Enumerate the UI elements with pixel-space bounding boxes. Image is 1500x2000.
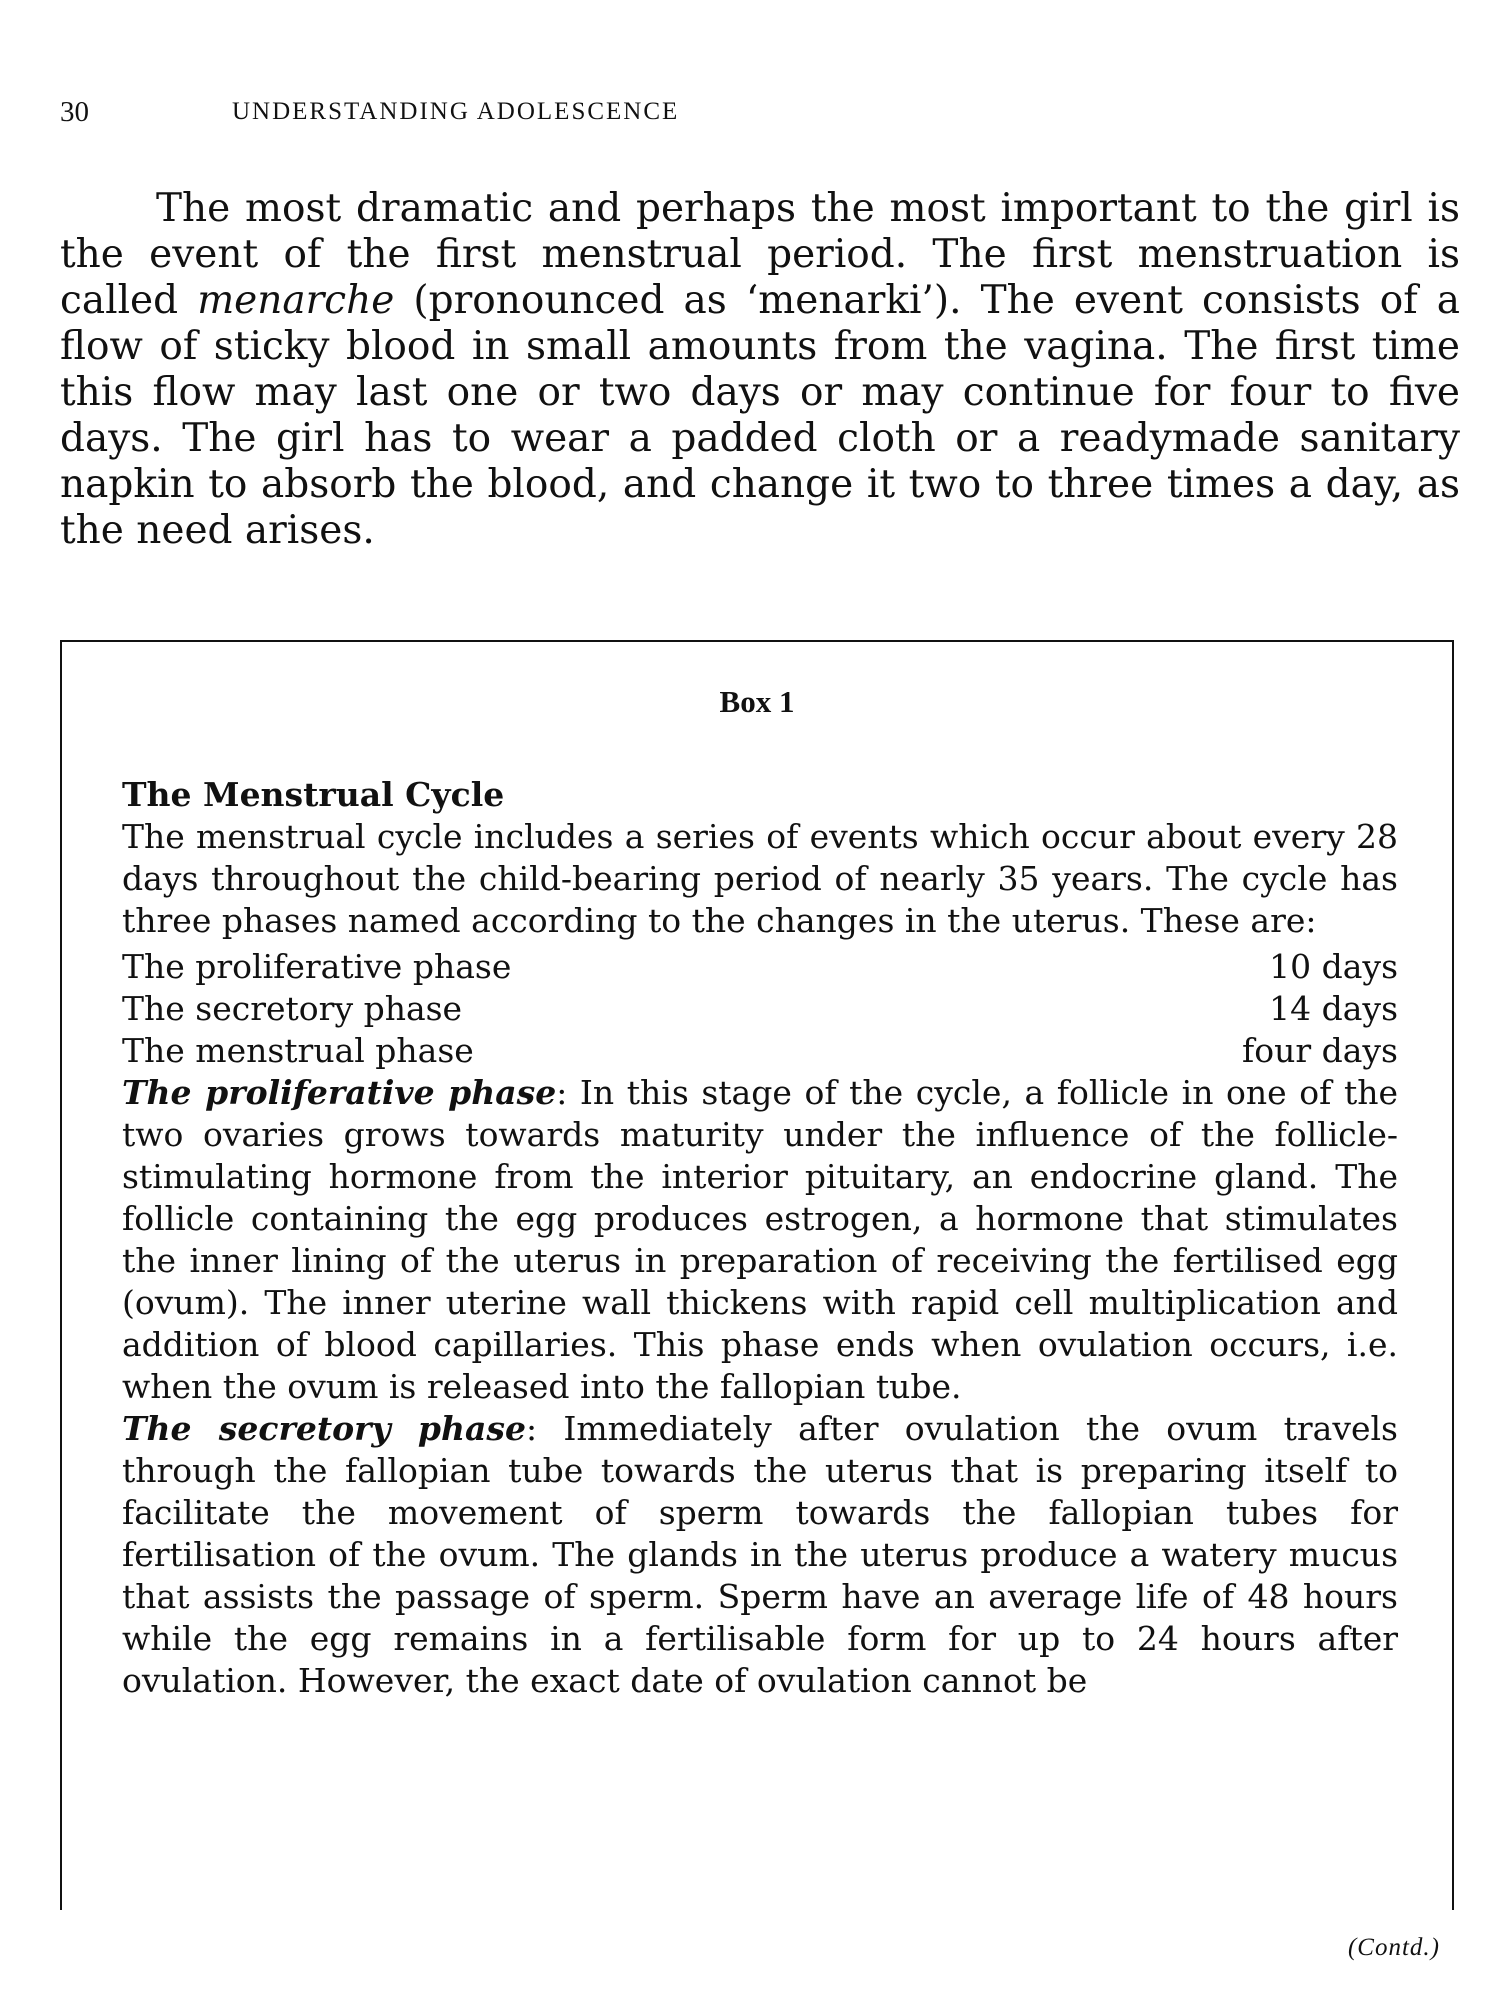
intro-term: menarche [197,278,395,323]
running-head: UNDERSTANDING ADOLESCENCE [232,98,680,125]
secretory-lead: The secretory phase [122,1409,526,1448]
box-body [122,774,1398,1702]
intro-text-after: (pronounced as ‘menarki’). The event consists of a flow of sticky blood in small amounts from the vagina. The first time this flow may last one or two days or may continue for four to five days. The girl has to wear a padded cloth or a readymade sanitary napkin to absorb the blood, and change it two to three times a day, as the need arises. [60,278,1460,553]
secretory-text: : Immediately after ovulation the ovum travels through the fallopian tube towards the uterus that is preparing itself to facilitate the movement of sperm towards the fallopian tubes for fertilisation of the ovum. The glands in the uterus produce a watery mucus that assists the passage of sperm. Sperm have an average life of 48 hours while the egg remains in a fertilisable form for up to 24 hours after ovulation. However, the exact date of ovulation cannot be [122,1409,1398,1700]
phase-duration: 10 days [1269,947,1398,986]
continued-note: (Contd.) [1347,1934,1440,1961]
phase-name: The proliferative phase [122,947,512,986]
box-intro: The menstrual cycle includes a series of events which occur about every 28 days throughout the child-bearing period of nearly 35 years. The cycle has three phases named according to the changes in the uterus. These are: [122,817,1398,940]
phase-name: The menstrual phase [122,1031,474,1070]
phase-duration: 14 days [1269,989,1398,1028]
box-heading: The Menstrual Cycle [122,775,505,814]
box-title: Box 1 [719,684,795,719]
page-number: 30 [60,96,89,128]
proliferative-text: : In this stage of the cycle, a follicle in one of the two ovaries grows towards maturity under the influence of the follicle-stimulating hormone from the interior pituitary, an endocrine gland. The follicle containing the egg produces estrogen, a hormone that stimulates the inner lining of the uterus in preparation of receiving the fertilised egg (ovum). The inner uterine wall thickens with rapid cell multiplication and addition of blood capillaries. This phase ends when ovulation occurs, i.e. when the ovum is released into the fallopian tube. [122,1073,1398,1406]
phase-row [122,1030,1398,1072]
box-1 [60,640,1454,1910]
phase-name: The secretory phase [122,989,463,1028]
phase-row [122,988,1398,1030]
intro-text-before: The most dramatic and perhaps the most important to the girl is the event of the first menstrual period. The first menstruation is called [60,186,1460,323]
page-header [60,96,1440,136]
secretory-paragraph [122,1408,1398,1702]
proliferative-paragraph [122,1072,1398,1408]
phase-list [122,946,1398,1072]
proliferative-lead: The proliferative phase [122,1073,557,1112]
phase-duration: four days [1242,1031,1398,1070]
phase-row [122,946,1398,988]
intro-paragraph [60,186,1460,554]
